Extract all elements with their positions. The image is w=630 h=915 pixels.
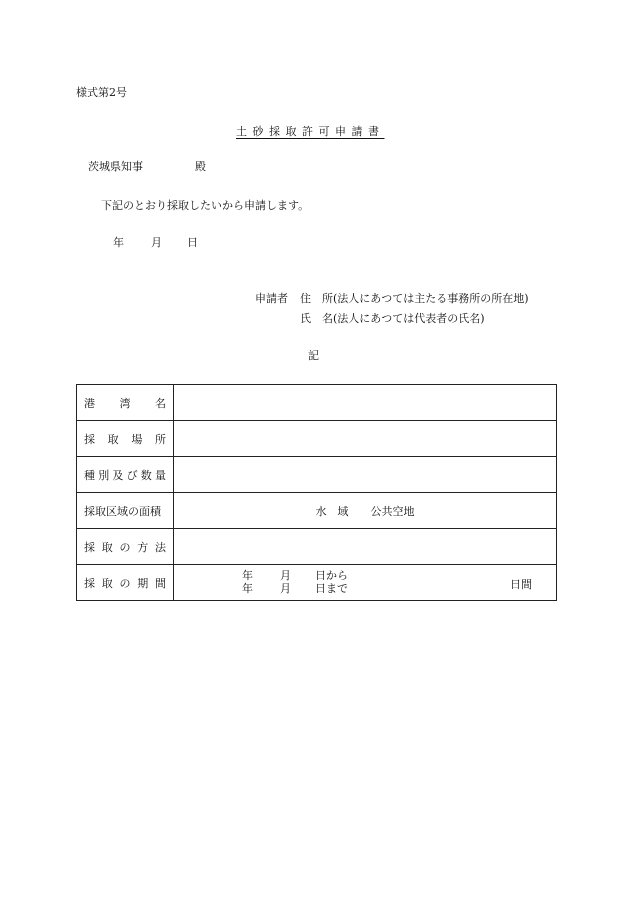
table-row — [77, 493, 557, 529]
spread-label — [84, 539, 173, 555]
spread-label — [84, 395, 173, 411]
label-char: 所 — [154, 432, 166, 446]
harbor-value-cell[interactable] — [174, 385, 557, 421]
row-label-harbor — [77, 385, 174, 421]
name-note: (法人にあつては代表者の氏名) — [333, 312, 485, 325]
period-days: 日間 — [510, 578, 532, 591]
label-char: 湾 — [119, 396, 131, 410]
table-row — [77, 529, 557, 565]
applicant-label: 申請者 — [255, 292, 288, 305]
label-char: の — [119, 576, 131, 590]
period-value-cell[interactable] — [174, 565, 557, 601]
spread-label — [84, 431, 173, 447]
label-char: 取 — [101, 540, 113, 554]
area-label-text: 採取区域の面積 — [84, 504, 161, 518]
label-char: 及 — [112, 468, 124, 482]
period-to — [242, 582, 348, 595]
date-month: 月 — [151, 236, 162, 249]
row-label-method — [77, 529, 174, 565]
from-day: 日から — [315, 569, 348, 582]
spread-label — [84, 467, 173, 483]
document-title: 土砂採取許可申請書 — [236, 125, 385, 138]
applicant-name-row — [300, 313, 485, 324]
from-year: 年 — [242, 569, 253, 582]
ki-mark: 記 — [308, 349, 319, 362]
label-char: の — [119, 540, 131, 554]
label-char: 量 — [154, 468, 166, 482]
area-option-public-land: 公共空地 — [370, 504, 415, 518]
application-detail-table — [76, 384, 557, 601]
label-char: 取 — [107, 432, 119, 446]
request-sentence: 下記のとおり採取したいから申請します。 — [101, 199, 310, 212]
date-line — [113, 237, 198, 248]
label-char: 間 — [155, 576, 166, 590]
location-value-cell[interactable] — [174, 421, 557, 457]
label-char: 名 — [155, 396, 166, 410]
form-number: 様式第2号 — [76, 86, 127, 99]
address-note: (法人にあつては主たる事務所の所在地) — [333, 292, 529, 305]
row-label-location — [77, 421, 174, 457]
label-char: 方 — [137, 540, 149, 554]
method-value-cell[interactable] — [174, 529, 557, 565]
label-char: 場 — [131, 432, 143, 446]
label-char: 数 — [140, 468, 152, 482]
period-dates — [242, 569, 348, 595]
to-year: 年 — [242, 582, 253, 595]
from-month: 月 — [280, 569, 291, 582]
table-row — [77, 565, 557, 601]
label-char: 採 — [84, 432, 95, 446]
row-label-type-quantity — [77, 457, 174, 493]
label-char: 期 — [137, 576, 149, 590]
label-char: 採 — [84, 540, 95, 554]
date-day: 日 — [187, 236, 198, 249]
address-label: 住 所 — [300, 292, 333, 305]
label-char: 別 — [98, 468, 110, 482]
period-from — [242, 569, 348, 582]
name-label: 氏 名 — [300, 312, 333, 325]
spread-label — [84, 575, 173, 591]
type-quantity-value-cell[interactable] — [174, 457, 557, 493]
applicant-address-row — [300, 293, 529, 304]
row-label-period — [77, 565, 174, 601]
table-row — [77, 457, 557, 493]
table-row — [77, 421, 557, 457]
label-char: 港 — [84, 396, 95, 410]
table-row — [77, 385, 557, 421]
row-label-area — [77, 493, 174, 529]
addressee-honorific: 殿 — [195, 160, 206, 173]
label-char: 種 — [84, 468, 95, 482]
addressee: 茨城県知事 — [88, 160, 143, 173]
label-char: び — [126, 468, 138, 482]
to-month: 月 — [280, 582, 291, 595]
area-option-water: 水 域 — [315, 504, 349, 518]
date-year: 年 — [113, 236, 124, 249]
area-value-cell[interactable] — [174, 493, 557, 529]
label-char: 取 — [101, 576, 113, 590]
label-char: 法 — [155, 540, 166, 554]
to-day: 日まで — [315, 582, 348, 595]
label-char: 採 — [84, 576, 95, 590]
